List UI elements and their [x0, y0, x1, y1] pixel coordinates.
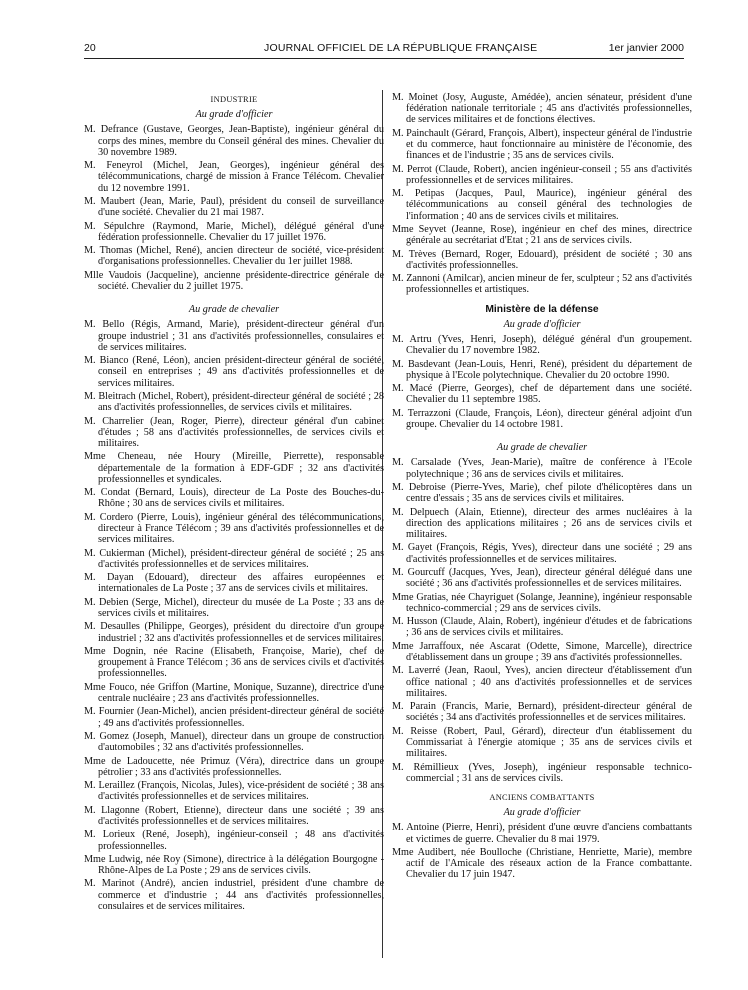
- section-title-industrie: INDUSTRIE: [210, 95, 258, 104]
- list-item: Mme Jarraffoux, née Ascarat (Odette, Simone, Marcelle), directrice d'établissement dans un groupe ; 39 ans d'activités professionnelles.: [392, 640, 692, 663]
- list-item: Mme Gratias, née Chayriguet (Solange, Jeannine), ingénieur responsable technico-commercial ; 29 ans de services civils.: [392, 591, 692, 614]
- defense-grade-heading-officier: Au grade d'officier: [503, 318, 581, 330]
- list-item: M. Marinot (André), ancien industriel, président d'une chambre de commerce et d'industrie ; 44 ans d'activités professionnelles, consulaires et de services militaires.: [84, 878, 384, 912]
- list-item: M. Laverré (Jean, Raoul, Yves), ancien directeur d'établissement d'un office national ; 40 ans d'activités professionnelles et de services militaires.: [392, 665, 692, 699]
- header-rule: [84, 58, 684, 59]
- list-item: Mme Cheneau, née Houry (Mireille, Pierrette), responsable départementale de la formation à EDF-GDF ; 32 ans d'activités professionnelles et syndicales.: [84, 451, 384, 485]
- list-item: M. Painchault (Gérard, François, Albert), inspecteur général de l'industrie et du commerce, haut fonctionnaire au ministère de l'économie, des finances et de l'industrie ; 35 ans de services civils.: [392, 127, 693, 162]
- list-item: M. Lorieux (René, Joseph), ingénieur-conseil ; 48 ans d'activités professionnelles.: [84, 829, 384, 852]
- list-item: Mme Fouco, née Griffon (Martine, Monique, Suzanne), directrice d'une centrale nucléaire ; 23 ans d'activités professionnelles.: [84, 681, 384, 704]
- section-title-defense: Ministère de la défense: [485, 303, 599, 315]
- list-item: M. Perrot (Claude, Robert), ancien ingénieur-conseil ; 55 ans d'activités professionnelles et de services militaires.: [392, 163, 692, 186]
- list-item: M. Basdevant (Jean-Louis, Henri, René), président du département de physique à l'Ecole polytechnique. Chevalier du 20 octobre 1990.: [392, 358, 692, 381]
- list-item: M. Delpuech (Alain, Etienne), directeur des armes nucléaires à la direction des applications militaires ; 26 ans de services civils et militaires.: [392, 506, 692, 540]
- anciens-grade-heading-officier: Au grade d'officier: [503, 807, 581, 819]
- defense-officier-list: [392, 334, 692, 430]
- grade-heading-officier: Au grade d'officier: [195, 109, 273, 121]
- list-item: M. Terrazzoni (Claude, François, Léon), directeur général adjoint d'un groupe. Chevalier du 14 octobre 1981.: [392, 407, 692, 430]
- grade-heading-chevalier: Au grade de chevalier: [188, 304, 280, 316]
- list-item: M. Bello (Régis, Armand, Marie), président-directeur général d'un groupe industriel ; 31 ans d'activités professionnelles, consulaires et de services militaires.: [84, 319, 384, 353]
- list-item: M. Desaulles (Philippe, Georges), président du directoire d'un groupe industriel ; 32 ans d'activités professionnelles et de services militaires.: [84, 621, 384, 644]
- list-item: M. Thomas (Michel, René), ancien directeur de société, vice-président d'organisations professionnelles. Chevalier du 1er juillet 1988.: [84, 245, 384, 268]
- list-item: M. Cukierman (Michel), président-directeur général de société ; 25 ans d'activités professionnelles et de services militaires.: [84, 547, 384, 570]
- list-item: Mme Dognin, née Racine (Elisabeth, Françoise, Marie), chef de groupement à France Télécom ; 36 ans de services civils et d'activités professionnelles.: [84, 645, 384, 680]
- officier-list: [84, 124, 384, 292]
- list-item: M. Macé (Pierre, Georges), chef de département dans une société. Chevalier du 11 septembre 1985.: [392, 383, 692, 406]
- list-item: M. Antoine (Pierre, Henri), président d'une œuvre d'anciens combattants et victimes de guerre. Chevalier du 8 mai 1979.: [392, 822, 692, 845]
- list-item: M. Gomez (Joseph, Manuel), directeur dans un groupe de construction d'automobiles ; 32 ans d'activités professionnelles.: [84, 730, 384, 754]
- list-item: Mme Ludwig, née Roy (Simone), directrice à la délégation Bourgogne - Rhône-Alpes de La Poste ; 29 ans de services civils.: [84, 853, 384, 877]
- page-number: 20: [84, 42, 96, 54]
- list-item: M. Bleitrach (Michel, Robert), président-directeur général de société ; 28 ans d'activités professionnelles, de services civils et militaires.: [84, 390, 384, 414]
- list-item: M. Charrelier (Jean, Roger, Pierre), directeur général d'un cabinet d'études ; 58 ans d'activités professionnelles, de services civils et militaires.: [84, 415, 384, 449]
- list-item: M. Feneyrol (Michel, Jean, Georges), ingénieur général des télécommunications, chargé de mission à France Télécom. Chevalier du 12 novembre 1991.: [84, 160, 384, 194]
- list-item: Mme Seyvet (Jeanne, Rose), ingénieur en chef des mines, directrice générale au secrétariat d'Etat ; 21 ans de services civils.: [392, 223, 692, 247]
- defense-chevalier-list: [392, 457, 692, 784]
- right-column: [392, 92, 692, 883]
- section-title-anciens-combattants: ANCIENS COMBATTANTS: [489, 792, 595, 802]
- list-item: Mme de Ladoucette, née Primuz (Véra), directrice dans un groupe pétrolier ; 33 ans d'activités professionnelles.: [84, 755, 384, 778]
- page-header: [84, 42, 684, 58]
- list-item: M. Bianco (René, Léon), ancien président-directeur général de société, conseil en entreprises ; 49 ans d'activités professionnelles et de services militaires.: [84, 355, 384, 389]
- list-item: M. Trèves (Bernard, Roger, Edouard), président de société ; 30 ans d'activités professionnelles.: [392, 248, 692, 271]
- list-item: M. Petipas (Jacques, Paul, Maurice), ingénieur général des télécommunications au conseil général des technologies de l'information ; 40 ans de services civils et militaires.: [392, 188, 692, 222]
- list-item: M. Gayet (François, Régis, Yves), directeur dans une société ; 29 ans d'activités professionnelles et de services militaires.: [392, 542, 692, 565]
- list-item: M. Husson (Claude, Alain, Robert), ingénieur d'études et de fabrications ; 36 ans de services civils et militaires.: [392, 616, 692, 639]
- left-column: [84, 92, 384, 914]
- list-item: M. Carsalade (Yves, Jean-Marie), maître de conférence à l'Ecole polytechnique ; 36 ans de services civils et militaires.: [392, 457, 692, 480]
- list-item: Mme Audibert, née Boulloche (Christiane, Henriette, Marie), membre actif de l'Amicale des réseaux action de la France combattante. Chevalier du 17 juin 1947.: [392, 846, 692, 881]
- journal-title: JOURNAL OFFICIEL DE LA RÉPUBLIQUE FRANÇAISE: [264, 42, 538, 54]
- list-item: M. Debroise (Pierre-Yves, Marie), chef pilote d'hélicoptères dans un centre d'essais ; 35 ans de services civils et militaires.: [392, 481, 692, 505]
- continued-list: [392, 92, 692, 296]
- list-item: M. Fournier (Jean-Michel), ancien président-directeur général de société ; 49 ans d'activités professionnelles.: [84, 706, 384, 729]
- list-item: M. Llagonne (Robert, Etienne), directeur dans une société ; 39 ans d'activités professionnelles et de services militaires.: [84, 804, 384, 827]
- list-item: M. Dayan (Edouard), directeur des affaires européennes et internationales de La Poste ; 37 ans de services civils et militaires.: [84, 572, 384, 595]
- list-item: M. Reisse (Robert, Paul, Gérard), directeur d'un établissement du Commissariat à l'énergie atomique ; 35 ans de services civils et militaires.: [392, 725, 692, 760]
- issue-date: 1er janvier 2000: [608, 42, 684, 54]
- list-item: Mlle Vaudois (Jacqueline), ancienne présidente-directrice générale de société. Chevalier du 2 juillet 1975.: [84, 269, 384, 292]
- chevalier-list: [84, 319, 384, 912]
- list-item: M. Gourcuff (Jacques, Yves, Jean), directeur général délégué dans une société ; 36 ans d'activités professionnelles et de services militaires.: [392, 566, 692, 590]
- list-item: M. Rémillieux (Yves, Joseph), ingénieur responsable technico-commercial ; 31 ans de services civils.: [392, 761, 692, 784]
- list-item: M. Zannoni (Amilcar), ancien mineur de fer, sculpteur ; 52 ans d'activités professionnelles et artistiques.: [392, 273, 692, 296]
- list-item: M. Artru (Yves, Henri, Joseph), délégué général d'un groupement. Chevalier du 17 novembre 1982.: [392, 333, 692, 357]
- list-item: M. Sépulchre (Raymond, Marie, Michel), délégué général d'une fédération professionnelle. Chevalier du 17 juillet 1976.: [84, 220, 384, 243]
- list-item: M. Moinet (Josy, Auguste, Amédée), ancien sénateur, président d'une fédération nationale territoriale ; 45 ans d'activités professionnelles, de services militaires et de fonctions électives.: [392, 92, 692, 126]
- list-item: M. Parain (Francis, Marie, Bernard), président-directeur général de sociétés ; 34 ans d'activités professionnelles et de services militaires.: [392, 701, 692, 724]
- anciens-officier-list: [392, 822, 692, 880]
- list-item: M. Condat (Bernard, Louis), directeur de La Poste des Bouches-du-Rhône ; 30 ans de services civils et militaires.: [84, 487, 384, 510]
- list-item: M. Maubert (Jean, Marie, Paul), président du conseil de surveillance d'une société. Chevalier du 21 mai 1987.: [84, 196, 384, 219]
- defense-grade-heading-chevalier: Au grade de chevalier: [496, 442, 588, 454]
- list-item: M. Defrance (Gustave, Georges, Jean-Baptiste), ingénieur général du corps des mines, membre du Conseil général des mines. Chevalier du 30 novembre 1989.: [84, 124, 384, 158]
- list-item: M. Cordero (Pierre, Louis), ingénieur général des télécommunications, directeur à France Télécom ; 39 ans d'activités professionnelles et de services militaires.: [84, 511, 384, 546]
- list-item: M. Leraillez (François, Nicolas, Jules), vice-président de société ; 38 ans d'activités professionnelles et de services militaires.: [84, 780, 384, 803]
- list-item: M. Debien (Serge, Michel), directeur du musée de La Poste ; 33 ans de services civils et militaires.: [84, 596, 384, 619]
